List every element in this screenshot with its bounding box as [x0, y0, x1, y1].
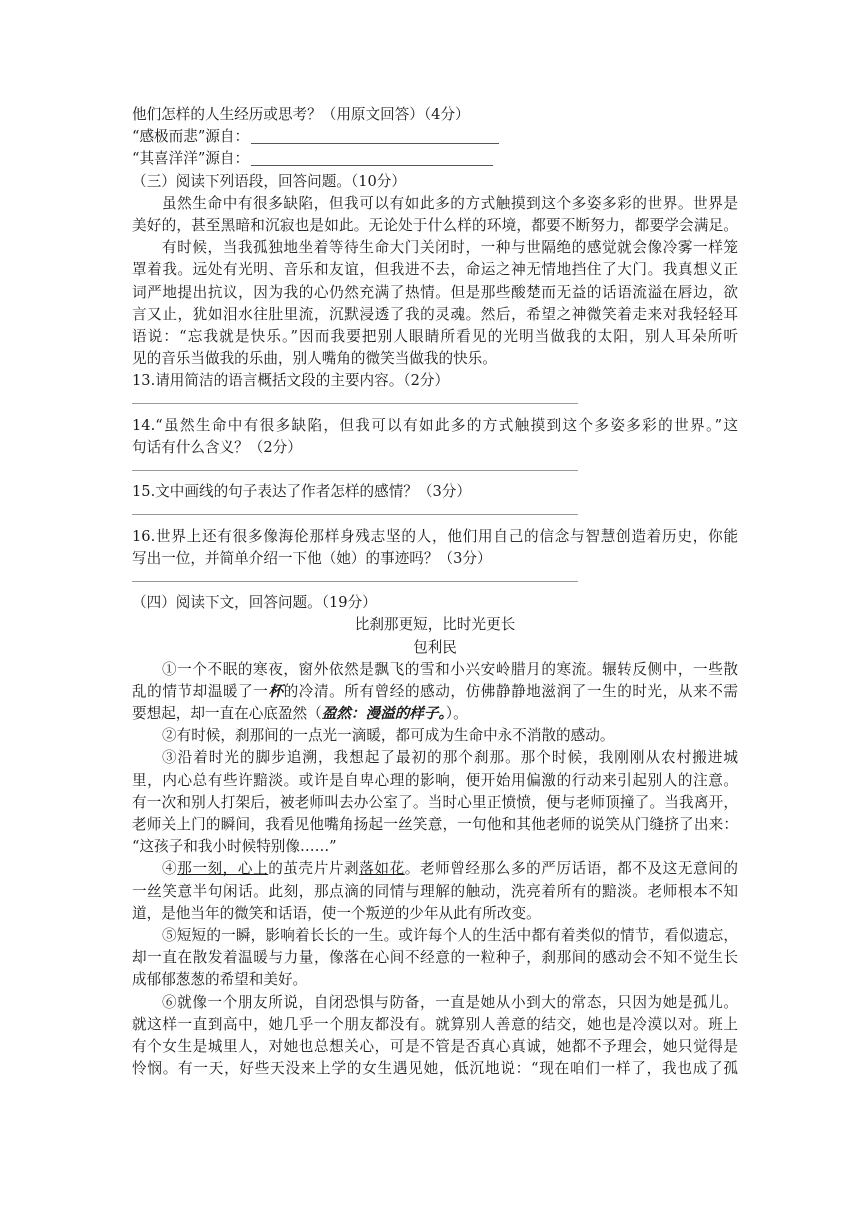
question-13: 13.请用简洁的语言概括文段的主要内容。（2分） [132, 372, 450, 390]
p1-line: ①一个不眠的寒夜，窗外依然是飘飞的雪和小兴安岭腊月的寒流。辗转反侧中，一些散 [162, 660, 738, 678]
p4-line [132, 858, 738, 880]
answer-blank-1[interactable] [251, 131, 499, 144]
s3-line: 有时候，当我孤独地坐着等待生命大门关闭时，一种与世隔绝的感觉就会像冷雾一样笼 [162, 239, 738, 257]
p3-line: ③沿着时光的脚步追溯，我想起了最初的那个刹那。那个时候，我刚刚从农村搬进城 [162, 749, 738, 767]
s3-line: 语说：“忘我就是快乐。”因而我要把别人眼睛所看见的光明当做我的太阳，别人耳朵所听 [132, 327, 738, 345]
answer-rule [132, 581, 578, 582]
fill-blank-1 [132, 126, 738, 148]
answer-rule [132, 403, 578, 404]
fill-blank-1-label: “感极而悲”源自： [132, 128, 250, 146]
question-14-line2: 句话有什么含义？（2分） [132, 438, 302, 456]
p3-line: “这孩子和我小时候特别像……” [132, 838, 337, 856]
article-author: 包利民 [413, 638, 457, 656]
p1-text: 乱的情节却温暖了一 [132, 682, 269, 700]
answer-line-15[interactable] [132, 503, 738, 525]
p5-line: ⑤短短的一瞬，影响着长长的一生。或许每个人的生活中都有着类似的情节，看似遗忘， [162, 926, 738, 944]
section3-heading: （三）阅读下列语段，回答问题。（10分） [132, 172, 406, 190]
p3-line: 里，内心总有些许黯淡。或许是自卑心理的影响，便开始用偏激的行动来引起别人的注意。 [132, 771, 738, 789]
fill-blank-2-label: “其喜洋洋”源自： [132, 150, 250, 168]
p1-line [132, 681, 738, 703]
p1-text: 的冷清。所有曾经的感动，仿佛静静地滋润了一生的时光，从来不需 [283, 682, 738, 700]
question-16-line2: 写出一位，并简单介绍一下他（她）的事迹吗？（3分） [132, 549, 492, 567]
question-tail: 他们怎样的人生经历或思考？（用原文回答）（4分） [132, 106, 470, 123]
question-16-line1: 16.世界上还有很多像海伦那样身残志坚的人，他们用自己的信念与智慧创造着历史，你能 [132, 527, 738, 545]
exam-page [132, 104, 738, 1080]
underlined-phrase: 那一刻，心上 [177, 860, 269, 878]
answer-rule [132, 514, 578, 515]
p4-number: ④ [162, 860, 178, 878]
p2-line: ②有时候，刹那间的一点光一滴暖，都可成为生命中永不消散的感动。 [162, 727, 615, 745]
article-title: 比刹那更短，比时光更长 [354, 616, 516, 634]
p1-text: ）。 [445, 705, 468, 723]
fill-blank-2 [132, 148, 738, 170]
underlined-phrase: 落如花 [359, 860, 405, 878]
p1-text: 要想起，却一直在心底盈然（ [132, 705, 322, 723]
answer-line-13[interactable] [132, 392, 738, 414]
s3-line: 见的音乐当做我的乐曲，别人嘴角的微笑当做我的快乐。 [132, 350, 497, 368]
s3-line: 美好的，甚至黑暗和沉寂也是如此。无论处于什么样的环境，都要不断努力，都要学会满足。 [132, 216, 738, 234]
s3-line: 言又止，犹如泪水往肚里流，沉默浸透了我的灵魂。然后，希望之神微笑着走来对我轻轻耳 [132, 305, 738, 323]
answer-rule [132, 470, 578, 471]
s3-line: 词严地提出抗议，因为我的心仍然充满了热情。但是那些酸楚而无益的话语流溢在唇边，欲 [132, 283, 738, 301]
p1-line [132, 703, 738, 725]
answer-blank-2[interactable] [251, 153, 493, 166]
section4-heading: （四）阅读下文，回答问题。（19分） [132, 594, 377, 612]
p3-line: 老师关上门的瞬间，我看见他嘴角扬起一丝笑意，一句他和其他老师的说笑从门缝挤了出来： [132, 816, 738, 833]
s3-line: 虽然生命中有很多缺陷，但我可以有如此多的方式触摸到这个多姿多彩的世界。世界是 [162, 194, 738, 212]
p4-text: 的茧壳片片剥 [268, 860, 360, 878]
answer-line-14[interactable] [132, 459, 738, 481]
p5-line: 成郁郁葱葱的希望和美好。 [132, 971, 308, 989]
p4-line: 道，是他当年的微笑和话语，使一个叛逆的少年从此有所改变。 [132, 904, 541, 922]
p6-line: 怜悯。有一天，好些天没来上学的女生遇见她，低沉地说：“现在咱们一样了，我也成了孤 [132, 1060, 738, 1078]
p6-line: ⑥就像一个朋友所说，自闭恐惧与防备，一直是她从小到大的常态，只因为她是孤儿。 [162, 993, 738, 1011]
p5-line: 却一直在散发着温暖与力量，像落在心间不经意的一粒种子，刹那间的感动会不知不觉生长 [132, 949, 738, 967]
handwritten-note: 盈然：漫溢的样子。 [321, 705, 446, 723]
question-15: 15.文中画线的句子表达了作者怎样的感情？（3分） [132, 483, 471, 501]
p6-line: 就这样一直到高中，她几乎一个朋友都没有。就算别人善意的结交，她也是冷漠以对。班上 [132, 1015, 738, 1033]
p4-line: 一丝笑意半句闲话。此刻，那点滴的同情与理解的触动，洗亮着所有的黯淡。老师根本不知 [132, 882, 738, 900]
handwritten-correction: 杯 [268, 682, 284, 700]
answer-line-16[interactable] [132, 570, 738, 592]
p3-line: 有一次和别人打架后，被老师叫去办公室了。当时心里正愤愤，便与老师顶撞了。当我离开， [132, 793, 738, 811]
question-14-line1: 14.“虽然生命中有很多缺陷，但我可以有如此多的方式触摸到这个多姿多彩的世界。”这 [132, 416, 738, 434]
p4-text: 。老师曾经那么多的严厉话语，都不及这无意间的 [404, 860, 738, 878]
p6-line: 有个女生是城里人，对她也总想关心，可是不管是否真心真诚，她都不予理会，她只觉得是 [132, 1037, 738, 1055]
s3-line: 罩着我。远处有光明、音乐和友谊，但我进不去，命运之神无情地挡住了大门。我真想义正 [132, 261, 738, 279]
